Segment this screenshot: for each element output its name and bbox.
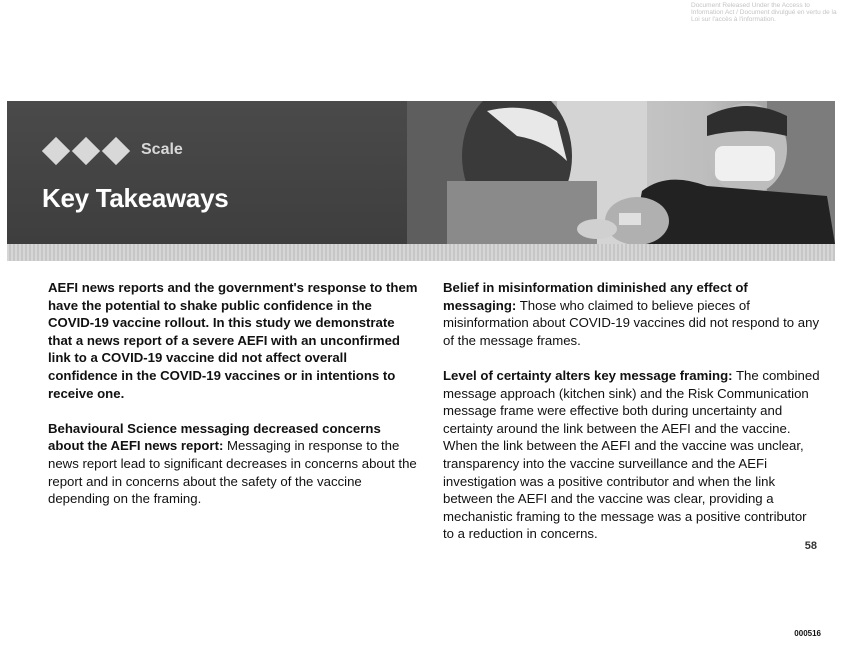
- diamond-icon-2: [72, 137, 100, 165]
- header-banner: [7, 101, 835, 261]
- intro-paragraph: AEFI news reports and the government's response to them have the potential to shake public confidence in the COVID-19 vaccine rollout. In this study we demonstrate that a news report of a severe AEFI with an unconfirmed link to a COVID-19 vaccine did not affect overall confidence in the COVID-19 vaccines or in intentions to receive one.: [48, 280, 418, 401]
- right-column: [443, 279, 821, 561]
- behavioural-paragraph: [48, 420, 418, 508]
- misinformation-paragraph: [443, 279, 821, 349]
- document-number: 000516: [794, 629, 821, 638]
- banner-bottom-strip: [7, 244, 835, 261]
- page-number: 58: [804, 540, 817, 552]
- left-column: [48, 279, 418, 525]
- behavioural-body: Messaging in response to the news report lead to significant decreases in concerns about the report and in concerns about the safety of the vaccine depending on the framing.: [48, 438, 417, 507]
- certainty-body: The combined message approach (kitchen sink) and the Risk Communication message frame were effective both during uncertainty and certainty around the link between the AEFI and the vaccine. When the link between the AEFI and the vaccine was unclear, transparency into the vaccine surveillance and the AEFi investigation was a positive contributor and when the link between the AEFI and the vaccine was clear, providing a mechanistic framing to the message was a positive contributor to a reduction in concerns.: [443, 367, 820, 542]
- certainty-paragraph: [443, 367, 821, 543]
- certainty-lead: Level of certainty alters key message framing:: [443, 367, 733, 383]
- page-title: Key Takeaways: [42, 183, 229, 213]
- release-stamp: Document Released Under the Access to Information Act / Document divulgué en vertu de la Loi sur l'accès à l'information.: [691, 2, 837, 23]
- vaccination-photo: [407, 101, 835, 244]
- misinformation-body: Those who claimed to believe pieces of misinformation about COVID-19 vaccines did not respond to any of the message frames.: [443, 297, 820, 348]
- diamonds-logo: [42, 135, 137, 165]
- behavioural-lead: Behavioural Science messaging decreased concerns about the AEFI news report:: [48, 420, 381, 454]
- misinformation-lead: Belief in misinformation diminished any effect of messaging:: [443, 280, 748, 313]
- section-label: Scale: [141, 141, 183, 158]
- banner-background: [7, 101, 407, 244]
- vaccination-photo-illustration: [407, 101, 835, 244]
- diamond-icon-1: [42, 137, 70, 165]
- diamond-icon-3: [102, 137, 130, 165]
